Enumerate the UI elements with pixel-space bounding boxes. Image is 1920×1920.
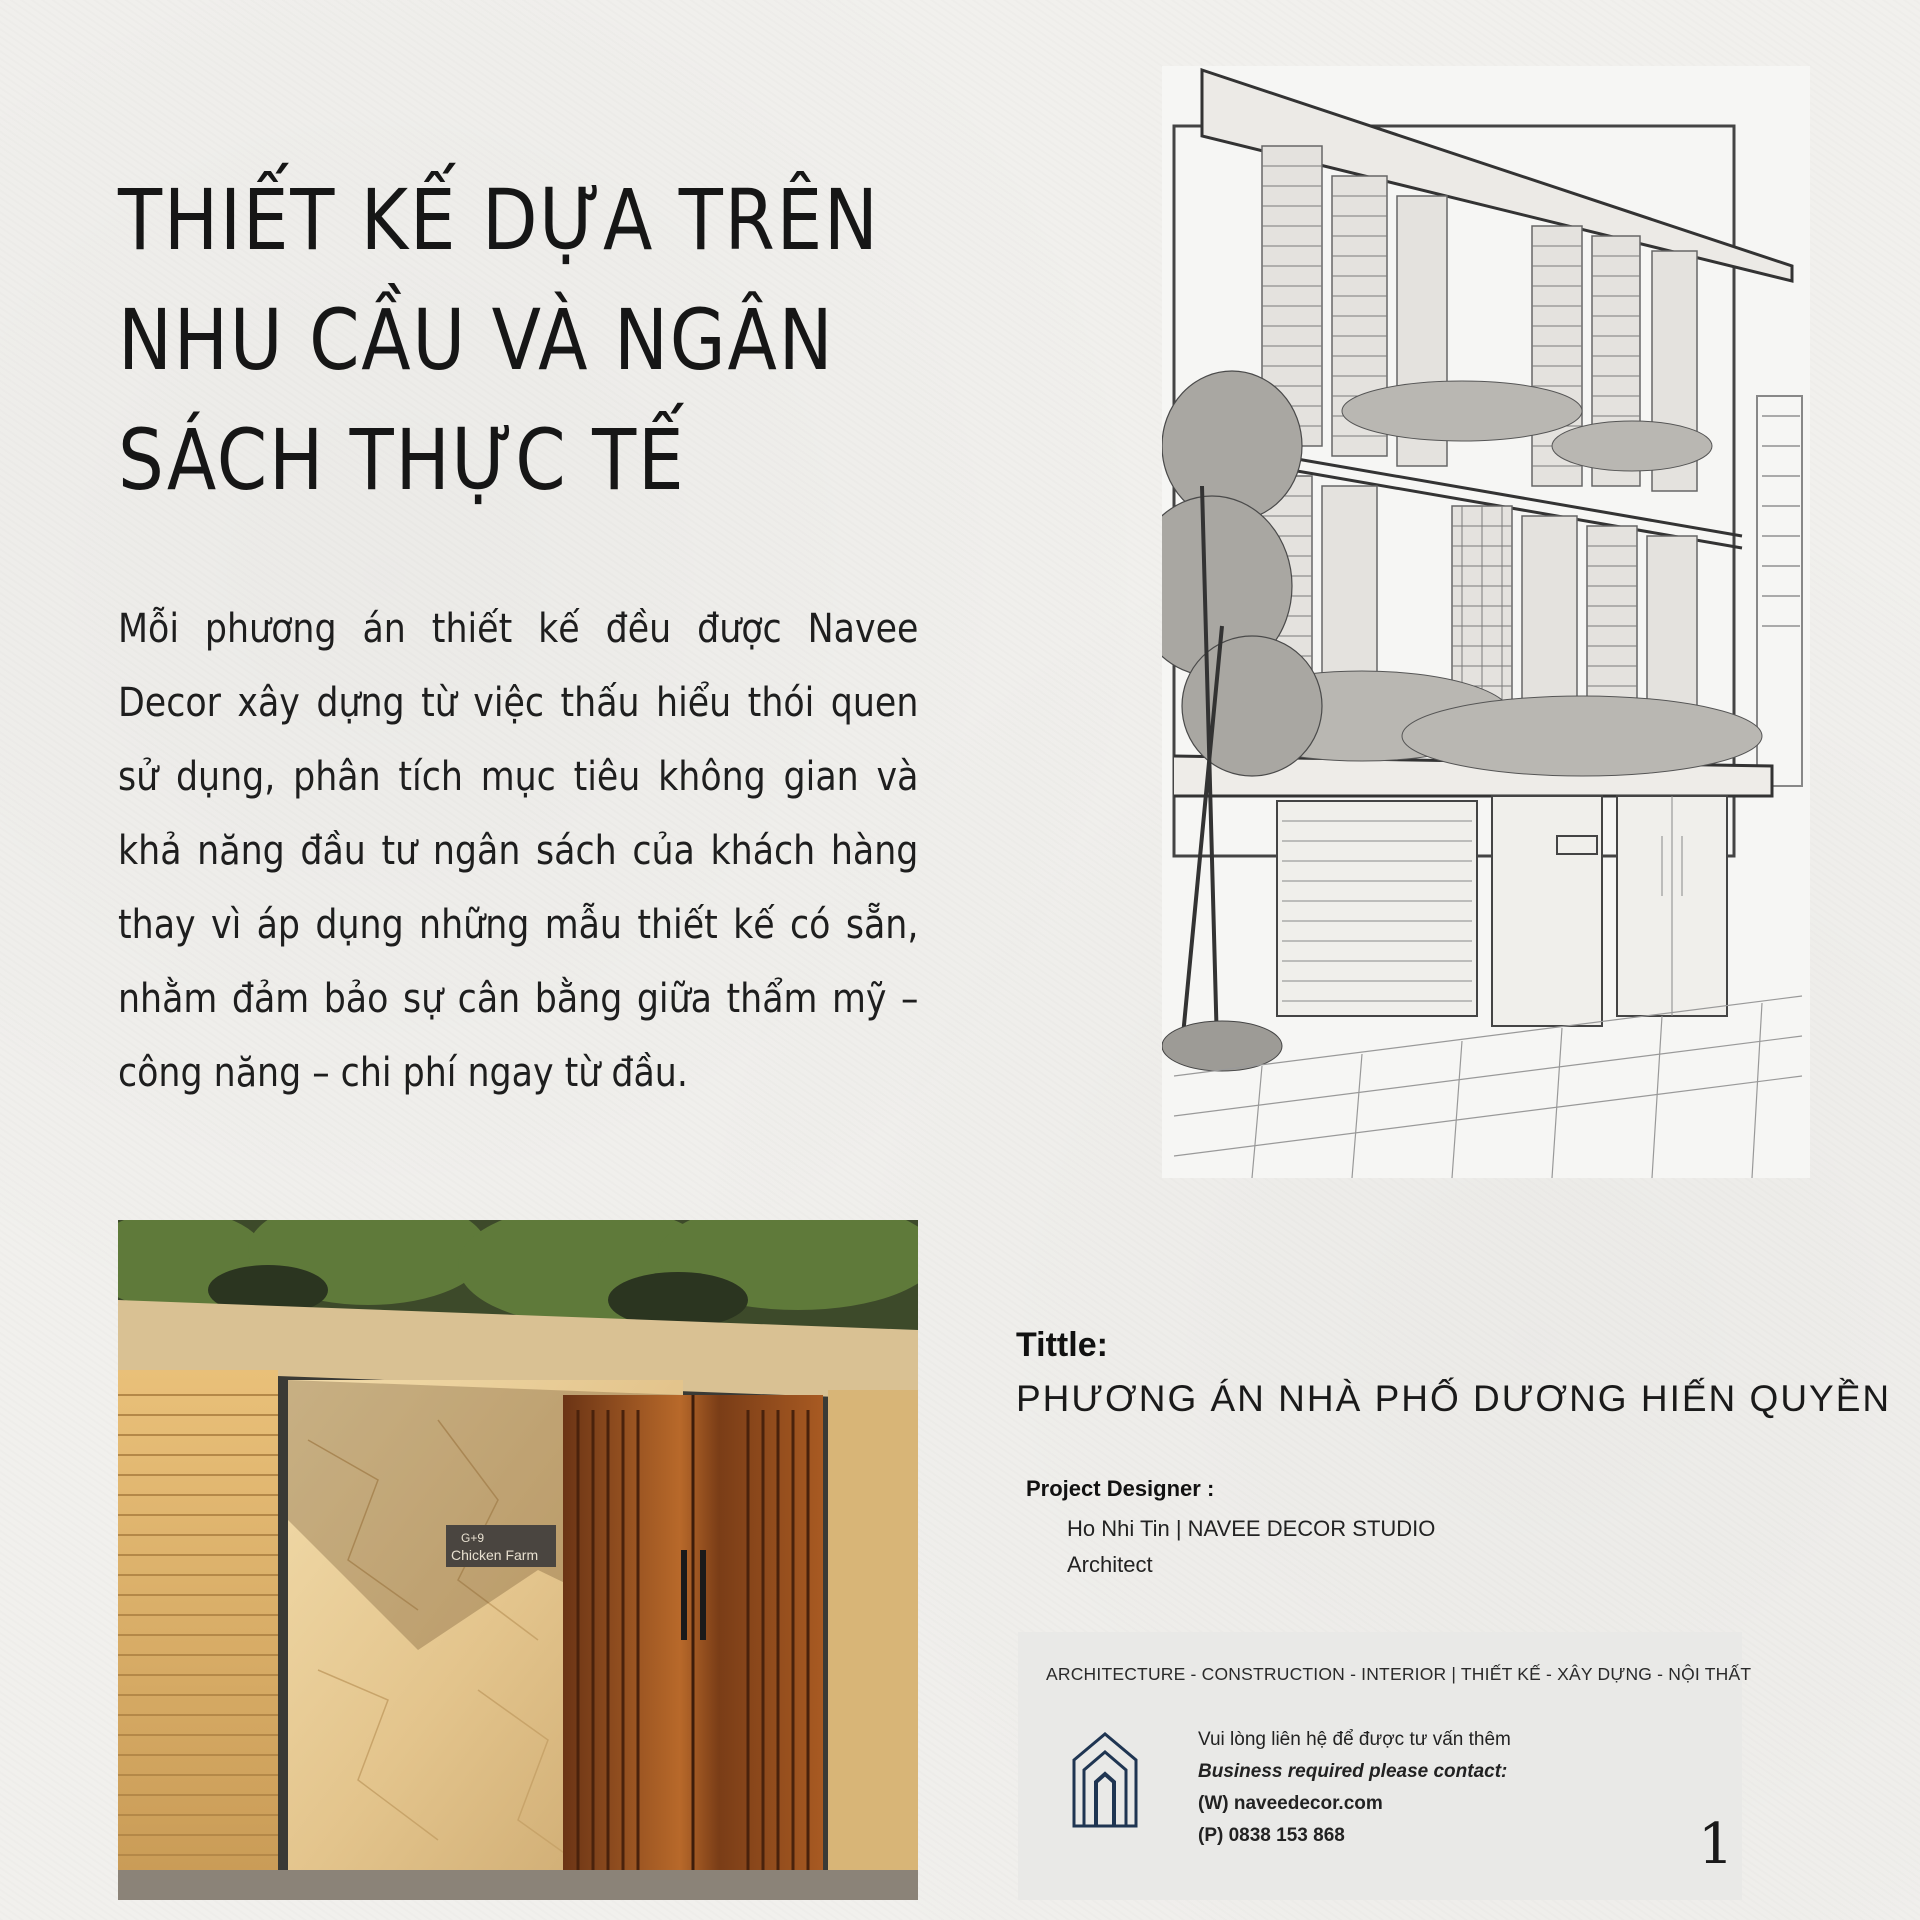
services-line: ARCHITECTURE - CONSTRUCTION - INTERIOR | THIẾT KẾ - XÂY DỰNG - NỘI THẤT bbox=[1046, 1664, 1752, 1684]
designer-role: Architect bbox=[1067, 1552, 1153, 1577]
title-line-3: SÁCH THỰC TẾ bbox=[118, 411, 686, 509]
contact-phone[interactable]: (P) 0838 153 868 bbox=[1198, 1825, 1345, 1846]
designer-label: Project Designer : bbox=[1026, 1476, 1215, 1501]
contact-box bbox=[1018, 1632, 1752, 1900]
contact-business-label: Business required please contact: bbox=[1198, 1761, 1508, 1782]
building-sketch-illustration bbox=[1162, 66, 1810, 1178]
title-line-1: THIẾT KẾ DỰA TRÊN bbox=[118, 171, 880, 269]
navee-logo-icon bbox=[1070, 1730, 1140, 1830]
info-title-label: Tittle: bbox=[1016, 1326, 1108, 1364]
contact-lines bbox=[1198, 1724, 1511, 1852]
body-paragraph: Mỗi phương án thiết kế đều được Navee Decor xây dựng từ việc thấu hiểu thói quen sử dụng, phân tích mục tiêu không gian và khả năng đầu tư ngân sách của khách hàng thay vì áp dụng những mẫu thiết kế có sẵn, nhằm đảm bảo sự cân bằng giữa thẩm mỹ – công năng – chi phí ngay từ đầu. bbox=[118, 606, 919, 1096]
designer-name: Ho Nhi Tin | NAVEE DECOR STUDIO bbox=[1067, 1516, 1436, 1541]
page-number: 1 bbox=[1698, 1812, 1734, 1877]
sign-text: Chicken Farm bbox=[451, 1547, 539, 1563]
sign-mark: G+9 bbox=[461, 1531, 485, 1545]
project-title: PHƯƠNG ÁN NHÀ PHỐ DƯƠNG HIẾN QUYỀN bbox=[1016, 1378, 1892, 1419]
page-title bbox=[118, 160, 918, 520]
facade-photo bbox=[118, 1220, 918, 1900]
title-line-2: NHU CẦU VÀ NGÂN bbox=[118, 291, 835, 389]
contact-consult-text: Vui lòng liên hệ để được tư vấn thêm bbox=[1198, 1729, 1511, 1750]
contact-website[interactable]: (W) naveedecor.com bbox=[1198, 1793, 1383, 1814]
